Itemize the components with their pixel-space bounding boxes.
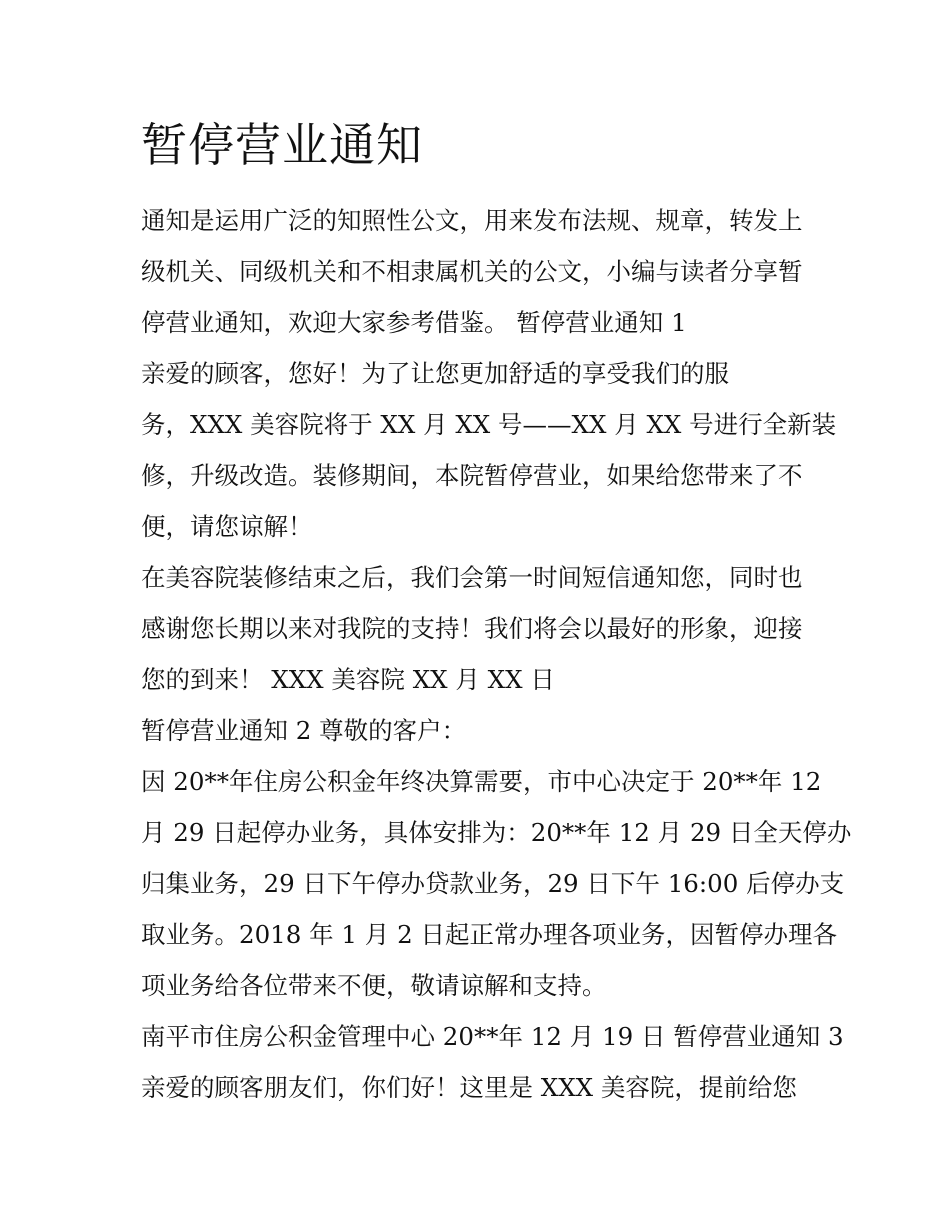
document-title: 暂停营业通知 bbox=[141, 118, 423, 172]
paragraph-line: 停营业通知，欢迎大家参考借鉴。 暂停营业通知 1 bbox=[141, 308, 687, 337]
paragraph-line: 通知是运用广泛的知照性公文，用来发布法规、规章，转发上 bbox=[141, 206, 803, 235]
paragraph-line: 南平市住房公积金管理中心 20**年 12 月 19 日 暂停营业通知 3 bbox=[141, 1022, 844, 1051]
paragraph-line: 便，请您谅解！ bbox=[141, 512, 313, 541]
paragraph-line: 修，升级改造。装修期间，本院暂停营业，如果给您带来了不 bbox=[141, 461, 803, 490]
paragraph-line: 暂停营业通知 2 尊敬的客户： bbox=[141, 716, 467, 745]
paragraph-line: 级机关、同级机关和不相隶属机关的公文，小编与读者分享暂 bbox=[141, 257, 803, 286]
paragraph-line: 务，XXX 美容院将于 XX 月 XX 号——XX 月 XX 号进行全新装 bbox=[141, 410, 837, 439]
paragraph-line: 因 20**年住房公积金年终决算需要，市中心决定于 20**年 12 bbox=[141, 767, 822, 796]
paragraph-line: 归集业务，29 日下午停办贷款业务，29 日下午 16:00 后停办支 bbox=[141, 869, 845, 898]
paragraph-line: 项业务给各位带来不便，敬请谅解和支持。 bbox=[141, 971, 607, 1000]
paragraph-line: 亲爱的顾客，您好！为了让您更加舒适的享受我们的服 bbox=[141, 359, 729, 388]
paragraph-line: 月 29 日起停办业务，具体安排为：20**年 12 月 29 日全天停办 bbox=[141, 818, 852, 847]
paragraph-line: 您的到来！ XXX 美容院 XX 月 XX 日 bbox=[141, 665, 555, 694]
paragraph-line: 取业务。2018 年 1 月 2 日起正常办理各项业务，因暂停办理各 bbox=[141, 920, 837, 949]
paragraph-line: 亲爱的顾客朋友们，你们好！这里是 XXX 美容院，提前给您 bbox=[141, 1073, 797, 1102]
paragraph-line: 感谢您长期以来对我院的支持！我们将会以最好的形象，迎接 bbox=[141, 614, 803, 643]
paragraph-line: 在美容院装修结束之后，我们会第一时间短信通知您，同时也 bbox=[141, 563, 803, 592]
